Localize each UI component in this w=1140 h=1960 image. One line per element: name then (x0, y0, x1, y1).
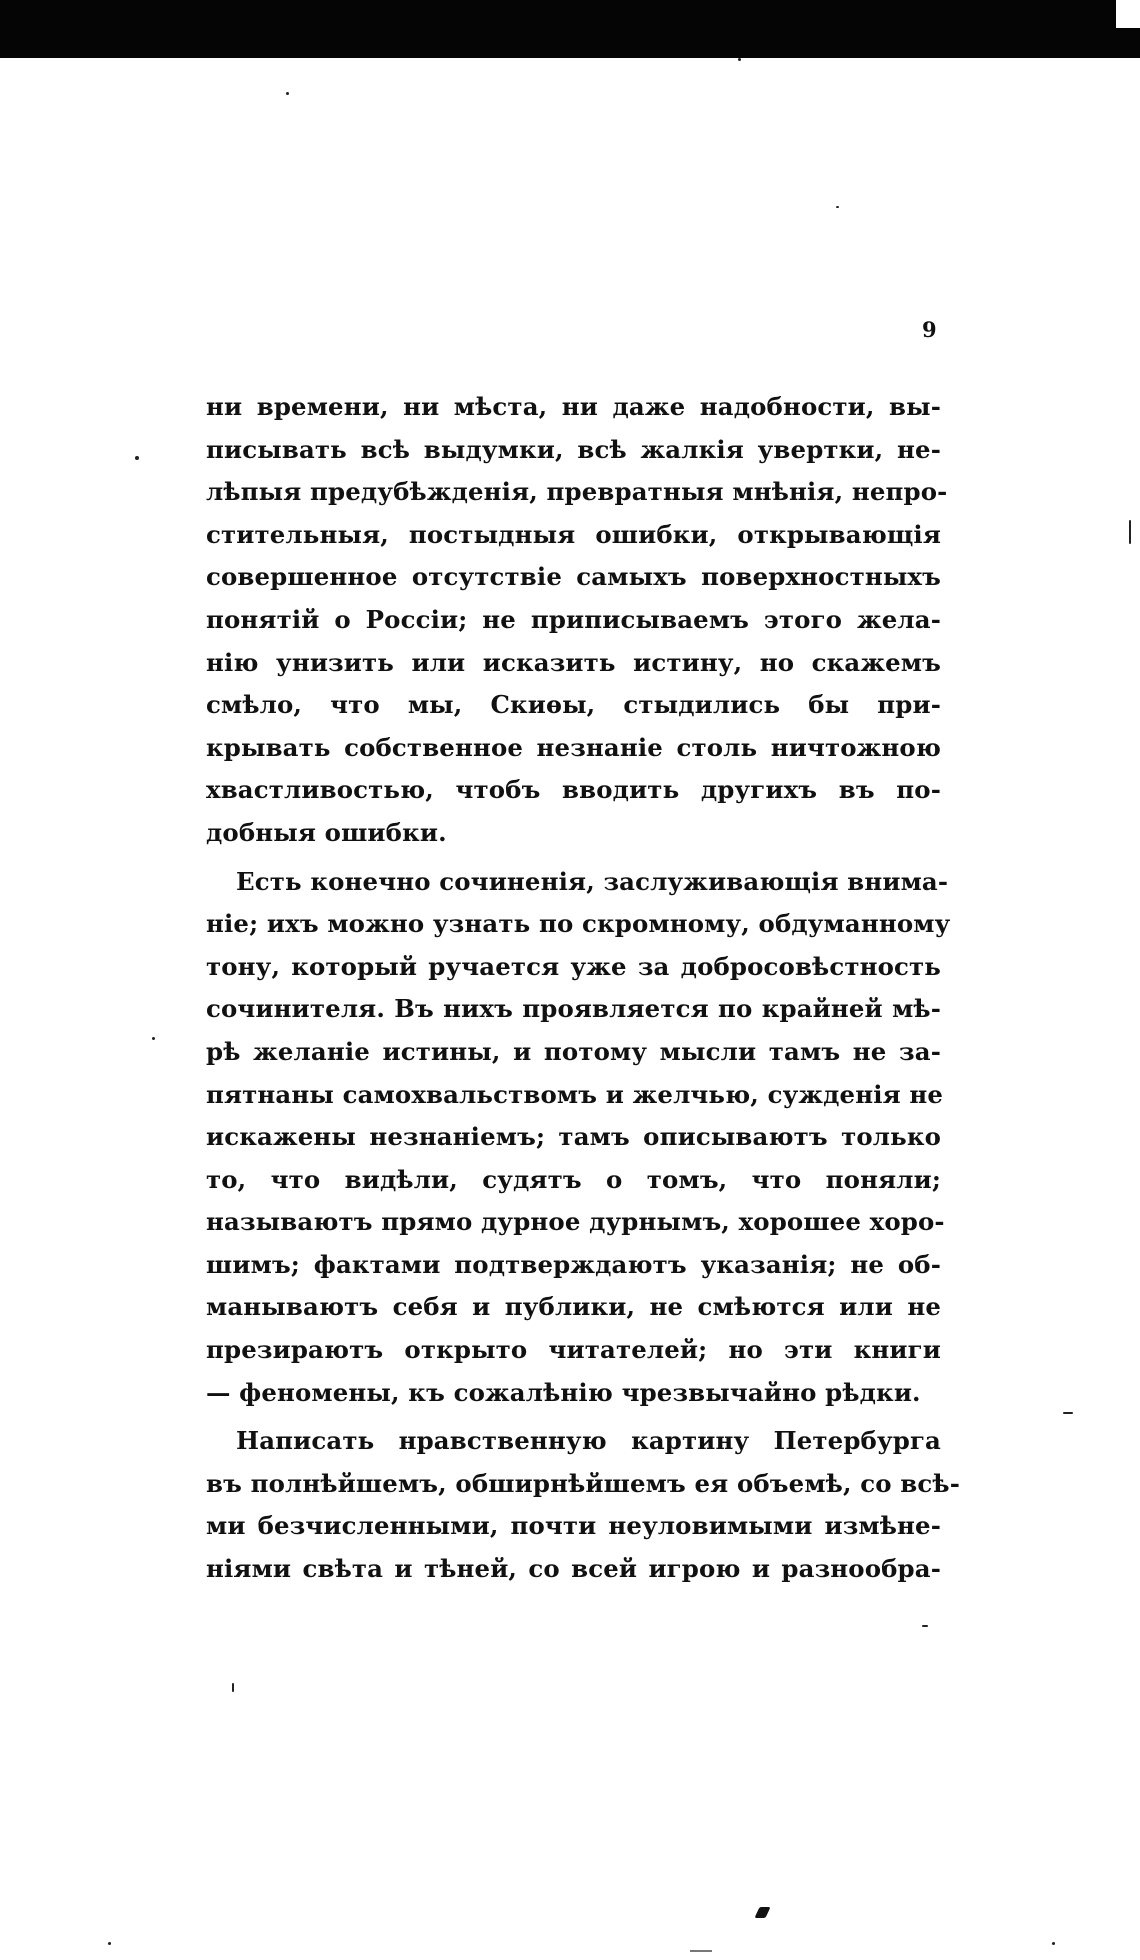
text-line: рѣ желаніе истины, и потому мысли тамъ не за- (206, 1036, 941, 1066)
scan-ink-mark (754, 1907, 770, 1918)
text-line: крывать собственное незнаніе столь ничтожною (206, 732, 941, 762)
text-line: смѣло, что мы, Скиѳы, стыдились бы при- (206, 690, 941, 720)
scan-speck (286, 92, 289, 95)
scan-ink-dash (690, 1950, 712, 1952)
text-line: добныя ошибки. (206, 817, 447, 847)
paragraph-1 (206, 386, 948, 855)
text-line: пятнаны самохвальствомъ и желчью, сужденія не (206, 1079, 944, 1109)
paragraph-3 (206, 1420, 960, 1590)
text-line: называютъ прямо дурное дурнымъ, хорошее хоро- (206, 1207, 945, 1237)
scan-speck (1129, 520, 1131, 544)
scan-top-border-notch (1116, 0, 1140, 28)
scan-speck (108, 1942, 111, 1945)
scan-speck (152, 1037, 155, 1040)
text-line: писывать всѣ выдумки, всѣ жалкія увертки, не- (206, 434, 941, 464)
text-line: ни времени, ни мѣста, ни даже надобности, вы- (206, 392, 941, 421)
text-line: то, что видѣли, судятъ о томъ, что поняли; (206, 1164, 941, 1194)
text-line: презираютъ открыто читателей; но эти книги (206, 1335, 941, 1365)
text-line: Написать нравственную картину Петербурга (236, 1426, 941, 1456)
scan-top-border (0, 0, 1140, 58)
text-line: — феномены, къ сожалѣнію чрезвычайно рѣдки. (206, 1377, 921, 1407)
text-line: шимъ; фактами подтверждаютъ указанія; не об- (206, 1249, 941, 1279)
text-line: ми безчисленными, почти неуловимыми измѣне- (206, 1511, 941, 1541)
paragraph-2 (206, 861, 951, 1415)
text-line: стительныя, постыдныя ошибки, открывающія (206, 519, 941, 549)
page-number: 9 (922, 317, 937, 342)
text-line: хвастливостью, чтобъ вводить другихъ въ по- (206, 775, 941, 805)
text-line: ніе; ихъ можно узнать по скромному, обдуманному (206, 909, 951, 939)
text-line: Есть конечно сочиненія, заслуживающія внима- (236, 866, 949, 896)
text-line: сочинителя. Въ нихъ проявляется по крайней мѣ- (206, 994, 941, 1024)
text-line: лѣпыя предубѣжденія, превратныя мнѣнія, непро- (206, 477, 948, 507)
scan-speck (738, 58, 741, 61)
scan-speck (232, 1683, 234, 1692)
scan-speck (922, 1625, 928, 1627)
text-line: искажены незнаніемъ; тамъ описываютъ только (206, 1122, 941, 1152)
text-line: тону, который ручается уже за добросовѣстность (206, 951, 941, 981)
text-line: въ полнѣйшемъ, обширнѣйшемъ ея объемѣ, со всѣ- (206, 1468, 960, 1498)
scan-speck (836, 206, 839, 208)
text-line: совершенное отсутствіе самыхъ поверхностныхъ (206, 562, 941, 592)
page-text (206, 386, 960, 1591)
scan-speck (135, 456, 139, 460)
text-line: нію унизить или исказить истину, но скажемъ (206, 647, 941, 677)
scan-speck (1052, 1942, 1055, 1945)
text-line: манываютъ себя и публики, не смѣются или не (206, 1292, 941, 1322)
text-line: понятій о Россіи; не приписываемъ этого жела- (206, 604, 941, 634)
text-line: ніями свѣта и тѣней, со всей игрою и разнообра- (206, 1554, 941, 1584)
scan-speck (1063, 1412, 1073, 1414)
